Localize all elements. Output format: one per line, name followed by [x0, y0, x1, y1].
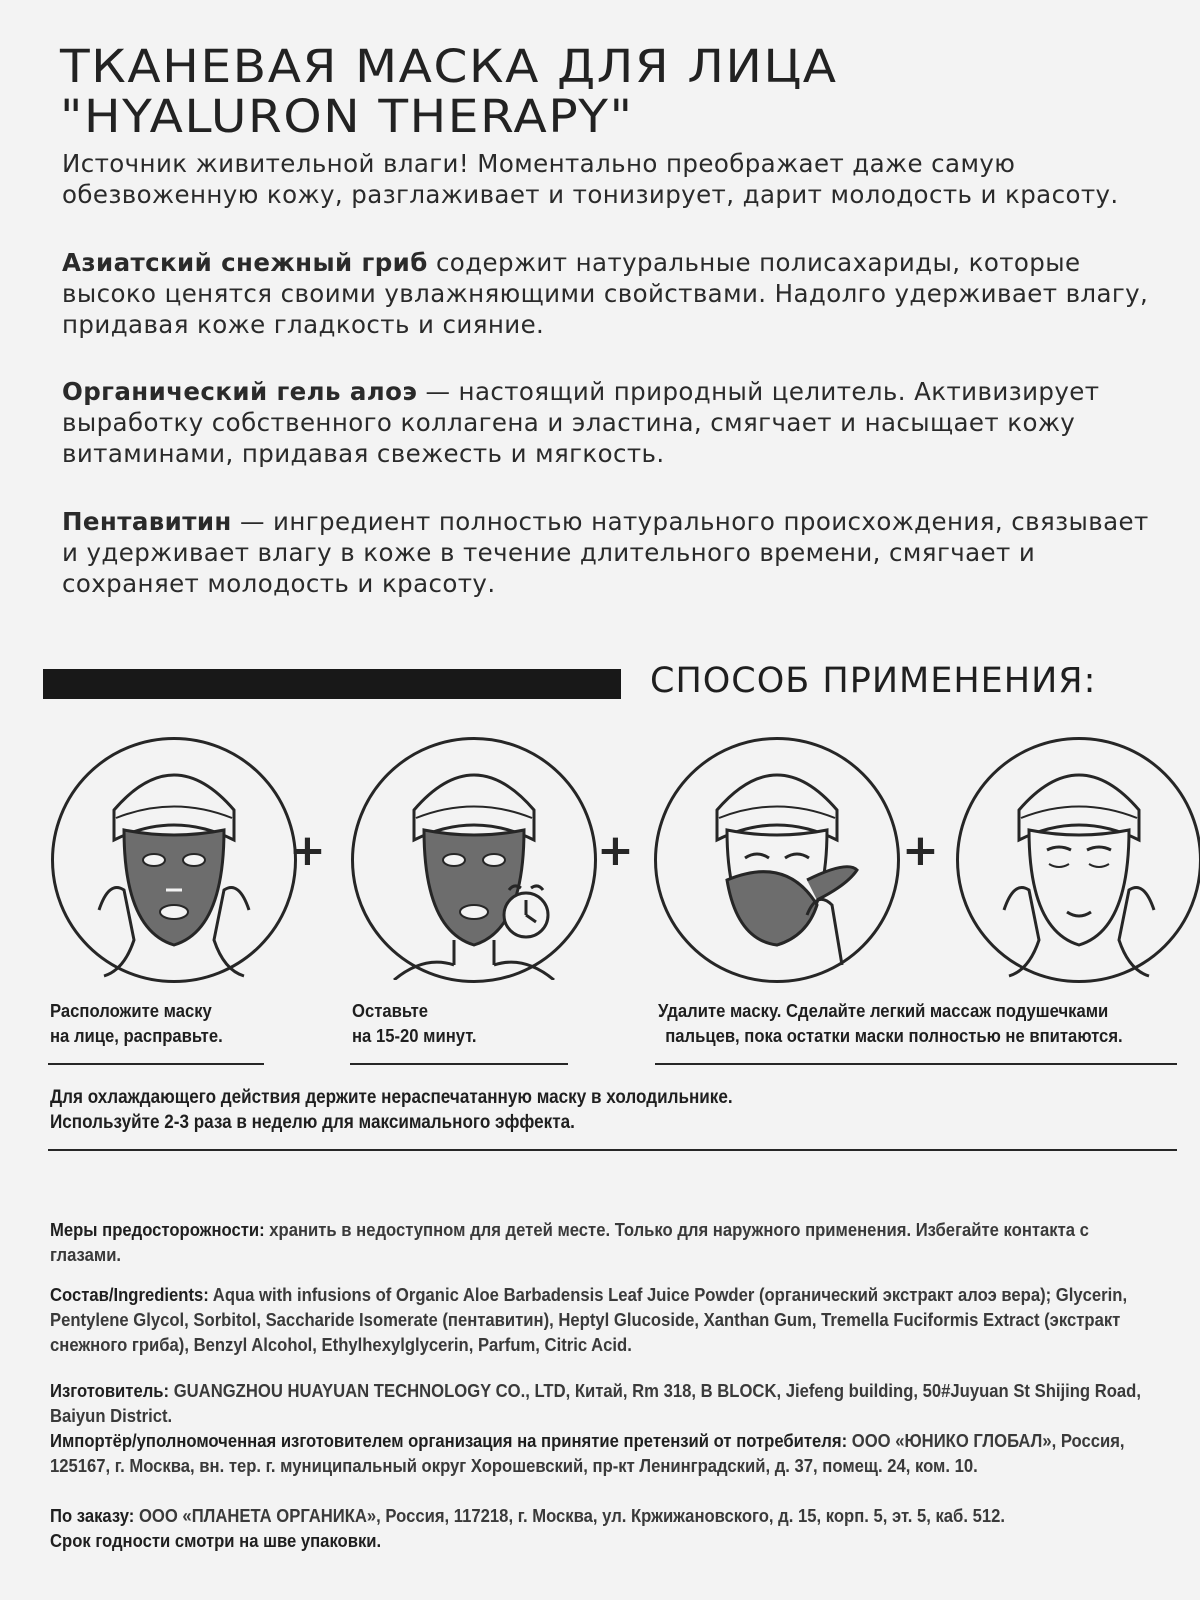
usage-heading: СПОСОБ ПРИМЕНЕНИЯ:: [650, 661, 1097, 701]
intro-paragraph-1: Источник живительной влаги! Моментально преображает даже самую обезвоженную кожу, разглаживает и тонизирует, дарит молодость и красоту.: [62, 149, 1119, 209]
product-title: [60, 42, 1200, 142]
order-text: По заказу: ООО «ПЛАНЕТА ОРГАНИКА», Россия, 117218, г. Москва, ул. Кржижановского, д. 15, корп. 5, эт. 5, каб. 512.: [50, 1505, 1006, 1526]
step-3-caption: Удалите маску. Сделайте легкий массаж подушечками пальцев, пока остатки маски полностью не впитаются.: [658, 1000, 1123, 1046]
title-line-1: ТКАНЕВАЯ МАСКА ДЛЯ ЛИЦА: [60, 40, 838, 93]
face-with-mask-icon: [54, 740, 294, 980]
aloe-gel-label: Органический гель алоэ: [62, 377, 418, 406]
step-1-underline: [48, 1063, 264, 1065]
intro-paragraph-4: Пентавитин — ингредиент полностью натурального происхождения, связывает и удерживает влагу в коже в течение длительного времени, смягчает и сохраняет молодость и красоту.: [62, 507, 1149, 598]
usage-note-1: Для охлаждающего действия держите нераспечатанную маску в холодильнике.: [50, 1087, 733, 1108]
step-3-underline: [655, 1063, 1177, 1065]
step-2-caption: Оставьте на 15-20 минут.: [352, 1000, 477, 1046]
step-1-caption: Расположите маску на лице, расправьте.: [50, 1000, 223, 1046]
importer-text: Импортёр/уполномоченная изготовителем организация на принятие претензий от потребителя: ООО «ЮНИКО ГЛОБАЛ», Россия, 125167, г. Москва, вн. тер. г. муниципальный округ Хорошевский, пр-кт Ленинградский, д. 37, помещ. 24, ком. 10.: [50, 1430, 1125, 1476]
step-4-illustration: [956, 737, 1200, 983]
step-2-underline: [350, 1063, 568, 1065]
precautions-text: Меры предосторожности: хранить в недоступном для детей месте. Только для наружного применения. Избегайте контакта с глазами.: [50, 1219, 1089, 1265]
intro-paragraph-3: Органический гель алоэ — настоящий природный целитель. Активизирует выработку собственного коллагена и эластина, смягчает и насыщает кожу витаминами, придавая свежесть и мягкость.: [62, 377, 1100, 468]
usage-note-2: Используйте 2-3 раза в неделю для максимального эффекта.: [50, 1112, 575, 1133]
title-line-2: "HYALURON THERAPY": [60, 90, 634, 143]
usage-notes-underline: [48, 1149, 1177, 1151]
step-3-illustration: [654, 737, 900, 983]
plus-sign-1: +: [289, 825, 326, 876]
shelf-life-text: Срок годности смотри на шве упаковки.: [50, 1530, 382, 1551]
intro-paragraph-2: Азиатский снежный гриб содержит натуральные полисахариды, которые высоко ценятся своими увлажняющими свойствами. Надолго удерживает влагу, придавая коже гладкость и сияние.: [62, 248, 1149, 339]
manufacturer-text: Изготовитель: GUANGZHOU HUAYUAN TECHNOLOGY CO., LTD, Китай, Rm 318, B BLOCK, Jiefeng building, 50#Juyuan St Shijing Road, Baiyun District.: [50, 1380, 1141, 1426]
plus-sign-2: +: [597, 825, 634, 876]
snow-mushroom-label: Азиатский снежный гриб: [62, 248, 428, 277]
pentavitin-label: Пентавитин: [62, 507, 232, 536]
section-divider-bar: [43, 669, 621, 699]
face-mask-alarm-clock-icon: [354, 740, 594, 980]
step-2-illustration: [351, 737, 597, 983]
remove-mask-icon: [657, 740, 897, 980]
plus-sign-3: +: [902, 825, 939, 876]
ingredients-text: Состав/Ingredients: Aqua with infusions of Organic Aloe Barbadensis Leaf Juice Powder (органический экстракт алоэ вера); Glycerin, Pentylene Glycol, Sorbitol, Saccharide Isomerate (пентавитин), Heptyl Glucoside, Xanthan Gum, Tremella Fuciformis Extract (экстракт снежного гриба), Benzyl Alcohol, Ethylhexylglycerin, Parfum, Citric Acid.: [50, 1284, 1128, 1355]
step-1-illustration: [51, 737, 297, 983]
face-massage-icon: [959, 740, 1199, 980]
